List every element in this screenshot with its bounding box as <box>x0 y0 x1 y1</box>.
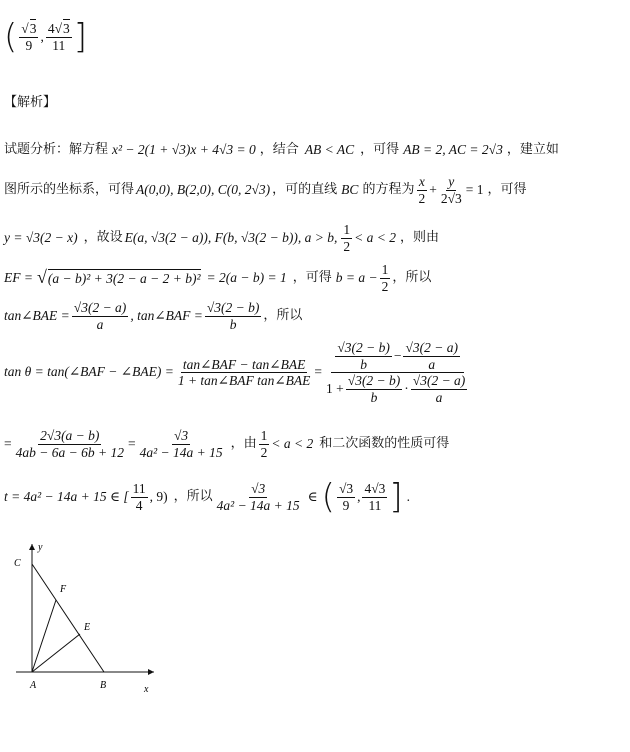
coordinate-diagram <box>6 538 166 708</box>
analysis-line-6: tan θ = tan(∠BAF − ∠BAE) = $\frac{\text{tan∠BAF − tan∠BAE}}{\text{1 + tan∠BAF tan∠BAE}}$ = $\frac{√3(2 - b)}{b}$ − $\frac{√3(2 - a)}{a}$ 1 + $\frac{√3(2 - b)}{b}$ · $\frac{√3(2 - a)}{a}$ <box>4 340 466 405</box>
answer-lower: $\frac{√3}{9}$ <box>21 20 37 53</box>
analysis-line-4: EF = √ (a − b)² + 3(2 − a − 2 + b)² = 2(a − b) = 1 ，可得 b = a − $\frac{1}{2}$ ，所以 <box>4 262 432 294</box>
label-e: E <box>84 622 91 633</box>
quadratic-equation: x² − 2(1 + √3)x + 4√3 = 0 <box>112 142 256 157</box>
label-b: B <box>100 680 107 691</box>
label-f: F <box>60 584 67 595</box>
answer-upper: $\frac{4√3}{11}$ <box>47 20 70 53</box>
analysis-line-5: tan∠BAE = $\frac{√3(2 - a)}{a}$ , tan∠BAF = $\frac{√3(2 - b)}{b}$ ，所以 <box>4 300 303 332</box>
label-c: C <box>14 558 21 569</box>
analysis-line-8: t = 4a² − 14a + 15 ∈ [ $\frac{11}{4}$ , 9) ，所以 $\frac{√3}{\text{4a² − 14a + 15}}$ ∈ ( $\frac{√3}{9}$ , $\frac{4√3}{11}$ ] . <box>4 477 411 517</box>
segment-ae <box>32 634 80 672</box>
analysis-line-7: = $\frac{2√3(a - b)}{4ab - 6a - 6b + 12}$ = $\frac{√3}{\text{4a² − 14a + 15}}$ ，由 $\frac{1}{2}$ < a < 2 和二次函数的性质可得 <box>4 428 450 460</box>
segment-cb <box>32 564 104 672</box>
analysis-line-3: y = √3(2 − x) ，故设 E(a, √3(2 − a)), F(b, √3(2 − b)), a > b, $\frac{1}{2}$ < a < 2 ，则由 <box>4 222 439 254</box>
label-y: y <box>38 542 43 553</box>
analysis-line-2: 图所示的坐标系，可得 A(0,0), B(2,0), C(0, 2√3) ，可的直线 BC 的方程为 $\frac{x}{2}$ + $\frac{y}{2√3}$ = 1 ，可得 <box>4 174 527 206</box>
segment-af <box>32 600 56 672</box>
section-title: 【解析】 <box>4 95 57 110</box>
analysis-line-1: 试题分析：解方程 x² − 2(1 + √3)x + 4√3 = 0 ，结合 AB < AC ，可得 AB = 2, AC = 2√3 ，建立如 <box>4 142 559 158</box>
answer-interval: ( $\frac{√3}{9}$ , $\frac{4√3}{11}$ ] <box>4 17 87 57</box>
label-a: A <box>30 680 37 691</box>
label-x: x <box>144 684 149 695</box>
